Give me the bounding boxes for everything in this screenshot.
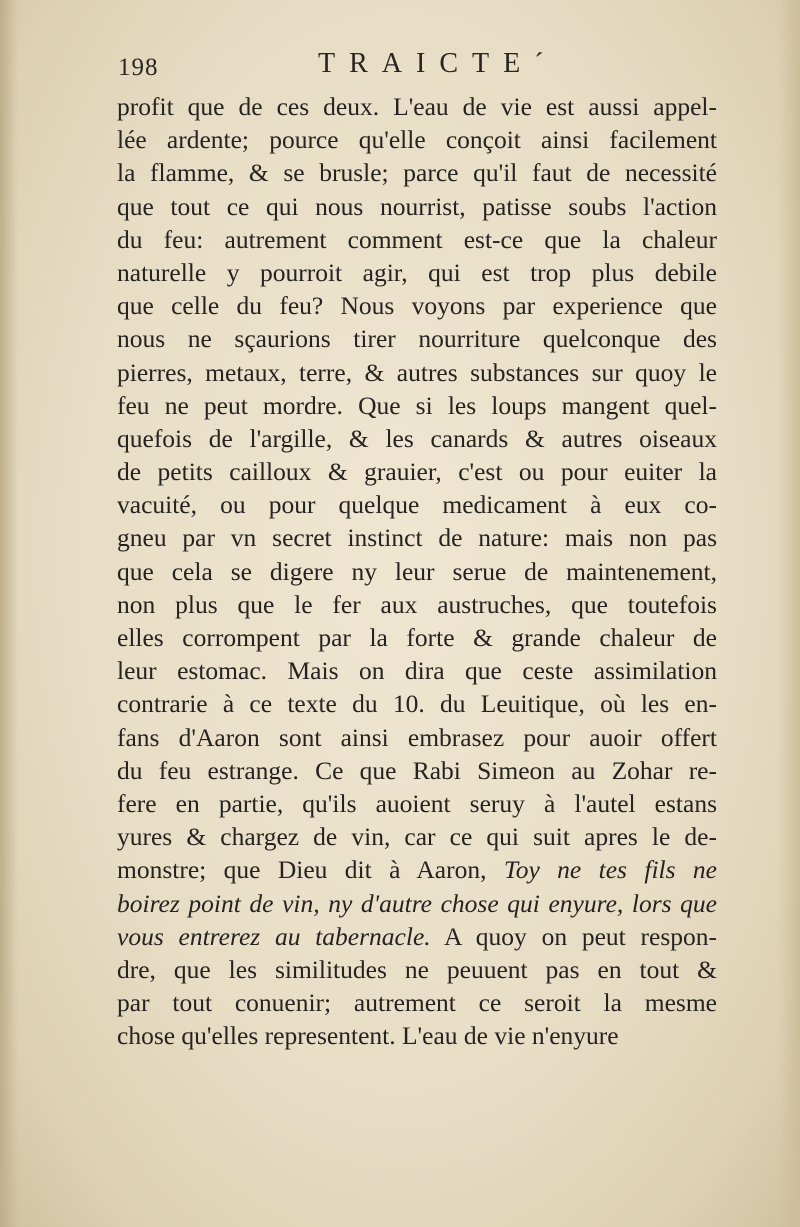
text-line-roman: par tout conuenir; autrement ce seroit la mesme: [117, 988, 717, 1018]
text-line-roman: fans d'Aaron sont ainsi embrasez pour auoir offert: [117, 722, 717, 752]
text-line-roman: quefois de l'argille, & les canards & autres oiseaux: [117, 423, 717, 453]
text-line-roman: leur estomac. Mais on dira que ceste assimilation: [117, 656, 717, 686]
text-line-roman: profit que de ces deux. L'eau de vie est aussi appel-: [117, 92, 717, 121]
text-line: [117, 953, 717, 986]
text-line-roman: du feu: autrement comment est-ce que la chaleur: [117, 224, 717, 254]
text-line: [117, 123, 717, 156]
text-line-italic: vous entrerez au tabernacle.: [117, 921, 431, 951]
text-line: [117, 322, 717, 355]
text-line-roman: la flamme, & se brusle; parce qu'il faut de necessité: [117, 158, 717, 188]
text-line-roman: elles corrompent par la forte & grande chaleur de: [117, 623, 717, 652]
text-line: [117, 887, 717, 920]
text-line: [117, 787, 717, 820]
text-line: [117, 621, 717, 654]
text-line: [117, 754, 717, 787]
text-line: [117, 721, 717, 754]
text-line: [117, 90, 717, 123]
text-line: [117, 920, 717, 953]
text-line: [117, 356, 717, 389]
text-line-roman: chose qu'elles representent. L'eau de vie n'enyure: [117, 1021, 619, 1051]
text-line-roman: dre, que les similitudes ne peuuent pas en tout &: [117, 954, 717, 984]
text-line: [117, 289, 717, 322]
text-line: [117, 853, 717, 886]
text-line: [117, 820, 717, 853]
text-line: [117, 1019, 717, 1052]
text-line-roman: pierres, metaux, terre, & autres substances sur quoy le: [117, 357, 717, 387]
page-number: 198: [118, 54, 159, 81]
text-line-roman: feu ne peut mordre. Que si les loups mangent quel-: [117, 390, 717, 420]
text-line-italic: Toy ne tes fils ne: [503, 855, 717, 885]
text-line-roman: yures & chargez de vin, car ce qui suit apres le de-: [117, 822, 717, 852]
text-line: [117, 422, 717, 455]
body-text: [117, 90, 717, 1052]
text-line: [117, 223, 717, 256]
text-line-roman: naturelle y pourroit agir, qui est trop plus debile: [117, 257, 717, 287]
text-line-roman: que cela se digere ny leur serue de maintenement,: [117, 556, 717, 586]
text-line: [117, 654, 717, 687]
text-line-roman: non plus que le fer aux austruches, que toutefois: [117, 589, 717, 619]
running-title: TRAICTE´: [318, 48, 558, 79]
text-line: [117, 521, 717, 554]
text-line-roman: que tout ce qui nous nourrist, patisse soubs l'action: [117, 191, 717, 221]
text-line-roman: contrarie à ce texte du 10. du Leuitique, où les en-: [117, 689, 717, 719]
text-line-roman: lée ardente; pource qu'elle conçoit ainsi facilement: [117, 125, 717, 155]
text-line: [117, 555, 717, 588]
page-header: [118, 48, 718, 88]
text-line: [117, 687, 717, 720]
text-line: [117, 488, 717, 521]
text-line-roman: de petits cailloux & grauier, c'est ou pour euiter la: [117, 457, 717, 487]
text-line: [117, 190, 717, 223]
text-line: [117, 588, 717, 621]
text-line: [117, 256, 717, 289]
text-line-roman: vacuité, ou pour quelque medicament à eux co-: [117, 490, 717, 520]
text-line-roman: monstre; que Dieu dit à Aaron,: [117, 855, 504, 885]
text-line-roman: gneu par vn secret instinct de nature: mais non pas: [117, 523, 717, 553]
text-line: [117, 455, 717, 488]
text-line: [117, 156, 717, 189]
text-line-roman: nous ne sçaurions tirer nourriture quelconque des: [117, 324, 717, 354]
text-line-roman: A quoy on peut respon-: [430, 921, 717, 951]
text-line-italic: boirez point de vin, ny d'autre chose qui enyure, lors que: [117, 888, 717, 918]
text-line: [117, 986, 717, 1019]
text-line-roman: fere en partie, qu'ils auoient seruy à l'autel estans: [117, 788, 717, 818]
text-line-roman: que celle du feu? Nous voyons par experience que: [117, 291, 717, 321]
text-line: [117, 389, 717, 422]
text-line-roman: du feu estrange. Ce que Rabi Simeon au Zohar re-: [117, 755, 717, 785]
